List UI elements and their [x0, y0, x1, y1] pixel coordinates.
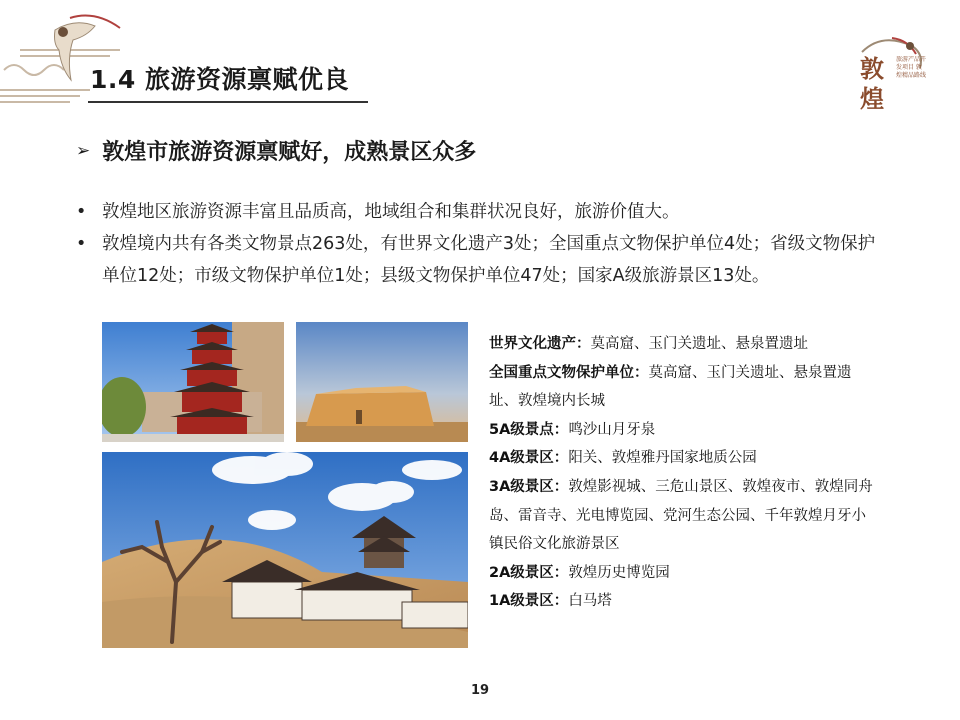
resource-item — [489, 473, 879, 559]
photo-mogao-pagoda — [102, 322, 284, 442]
bullet-dot-icon: • — [76, 234, 87, 254]
resource-item — [489, 587, 879, 616]
resource-label: 4A级景区： — [489, 450, 569, 467]
bullet-item — [76, 228, 876, 292]
resource-text: 阳关、敦煌雅丹国家地质公园 — [568, 450, 757, 467]
resource-list — [489, 330, 879, 616]
resource-text: 敦煌影视城、三危山景区、敦煌夜市、敦煌同舟岛、雷音寺、光电博览园、党河生态公园、千年敦煌月牙小镇民俗文化旅游景区 — [489, 478, 873, 553]
section-subheading — [76, 135, 476, 166]
resource-item — [489, 330, 879, 359]
resource-label: 3A级景区： — [489, 478, 569, 495]
page-number: 19 — [470, 683, 490, 698]
resource-item — [489, 416, 879, 445]
page-title: 1.4 旅游资源禀赋优良 — [90, 65, 349, 94]
bullet-text: 敦煌境内共有各类文物景点263处，有世界文化遗产3处；全国重点文物保护单位4处；省级文物保护单位12处；市级文物保护单位1处；县级文物保护单位47处；国家A级旅游景区13处。 — [102, 234, 876, 286]
bullet-item — [76, 196, 876, 228]
resource-label: 2A级景区： — [489, 564, 569, 581]
resource-label: 1A级景区： — [489, 593, 569, 610]
logo-name: 敦煌 — [860, 54, 884, 113]
resource-item — [489, 444, 879, 473]
bullet-dot-icon: • — [76, 202, 87, 222]
resource-item — [489, 359, 879, 416]
bullet-list — [76, 196, 876, 292]
resource-text: 莫高窟、玉门关遗址、悬泉置遗址 — [590, 336, 808, 352]
resource-label: 全国重点文物保护单位： — [489, 364, 649, 381]
resource-text: 鸣沙山月牙泉 — [568, 421, 656, 438]
resource-label: 5A级景点： — [489, 421, 569, 438]
photo-crescent-spring — [102, 452, 468, 648]
resource-text: 莫高窟、玉门关遗址、悬泉置遗址、敦煌境内长城 — [489, 364, 852, 410]
logo-tagline: 旅游产品开发项目 敦煌精品路线 — [896, 56, 926, 79]
arrow-bullet-icon: ➢ — [76, 140, 91, 161]
subheading-text: 敦煌市旅游资源禀赋好，成熟景区众多 — [102, 140, 477, 165]
resource-text: 敦煌历史博览园 — [568, 564, 670, 581]
resource-item — [489, 559, 879, 588]
photo-yumen-pass — [296, 322, 468, 442]
title-underline — [88, 101, 368, 103]
bullet-text: 敦煌地区旅游资源丰富且品质高，地域组合和集群状况良好，旅游价值大。 — [102, 202, 680, 222]
resource-label: 世界文化遗产： — [489, 336, 591, 352]
resource-text: 白马塔 — [568, 593, 612, 610]
dunhuang-logo — [852, 32, 932, 142]
